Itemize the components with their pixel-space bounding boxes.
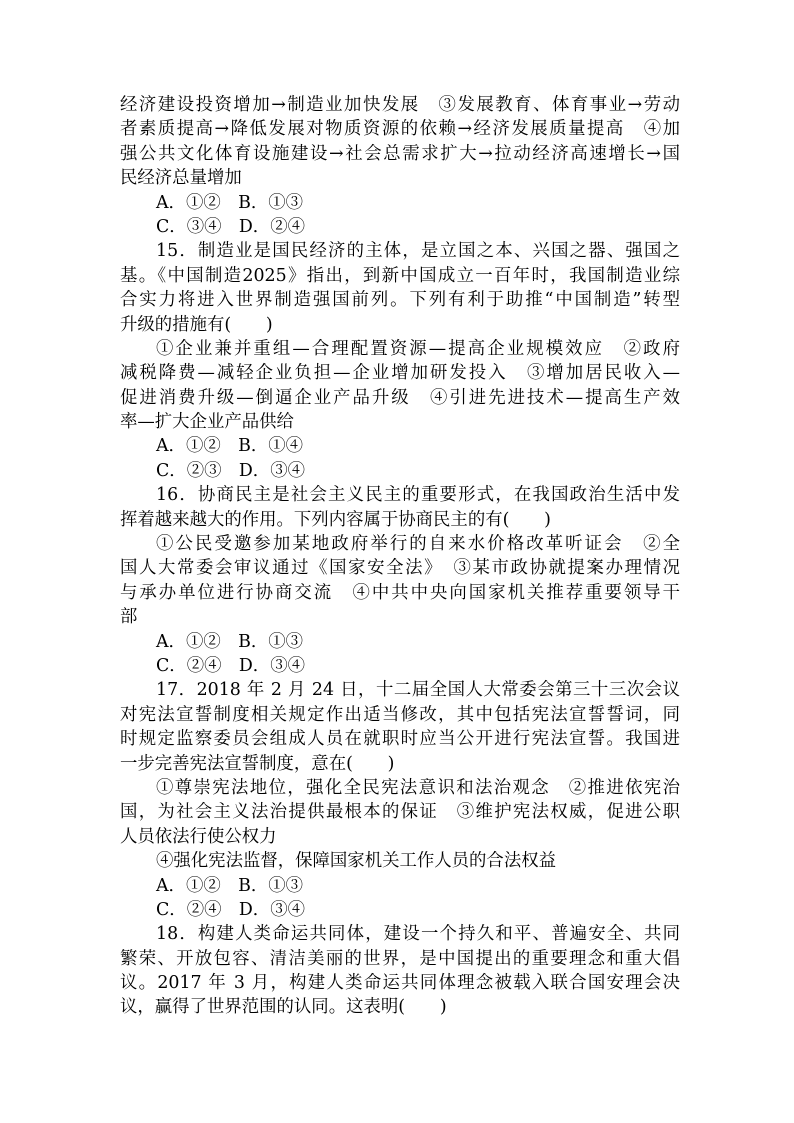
text-line: 率—扩大企业产品供给 xyxy=(120,412,294,433)
text-line: 18．构建人类命运共同体，建设一个持久和平、普遍安全、共同 xyxy=(156,924,680,945)
text-line: 合实力将进入世界制造强国前列。下列有利于助推“中国制造”转型 xyxy=(120,290,680,311)
text-line: C．③④ D．②④ xyxy=(156,216,305,237)
text-line: 基。《中国制造2025》指出，到新中国成立一百年时，我国制造业综 xyxy=(120,265,680,286)
text-line: C．②④ D．③④ xyxy=(156,655,305,676)
text-line: 15．制造业是国民经济的主体，是立国之本、兴国之器、强国之 xyxy=(156,241,680,262)
text-line: 议。2017 年 3 月，构建人类命运共同体理念被载入联合国安理会决 xyxy=(120,973,680,994)
text-line: A．①② B．①④ xyxy=(156,436,304,457)
text-line: A．①② B．①③ xyxy=(156,631,304,652)
text-line: A．①② B．①③ xyxy=(156,875,304,896)
text-line: ④强化宪法监督，保障国家机关工作人员的合法权益 xyxy=(156,851,556,872)
text-line: ①公民受邀参加某地政府举行的自来水价格改革听证会 ②全 xyxy=(156,534,680,555)
text-line: ①企业兼并重组—合理配置资源—提高企业规模效应 ②政府 xyxy=(156,338,680,359)
text-line: A．①② B．①③ xyxy=(156,192,304,213)
text-line: 与承办单位进行协商交流 ④中共中央向国家机关推荐重要领导干 xyxy=(120,582,680,603)
text-line: 经济建设投资增加→制造业加快发展 ③发展教育、体育事业→劳动 xyxy=(120,95,680,115)
text-line: 挥着越来越大的作用。下列内容属于协商民主的有( ) xyxy=(120,509,551,530)
text-line: 升级的措施有( ) xyxy=(120,314,273,335)
text-line: 对宪法宣誓制度相关规定作出适当修改，其中包括宪法宣誓誓词，同 xyxy=(120,704,680,725)
text-line: 民经济总量增加 xyxy=(120,168,242,189)
text-line: 时规定监察委员会组成人员在就职时应当公开进行宪法宣誓。我国进 xyxy=(120,729,680,750)
text-line: 议，赢得了世界范围的认同。这表明( ) xyxy=(120,997,447,1018)
text-line: C．②④ D．③④ xyxy=(156,899,305,920)
text-line: 16．协商民主是社会主义民主的重要形式，在我国政治生活中发 xyxy=(156,485,680,506)
text-line: 繁荣、开放包容、清洁美丽的世界，是中国提出的重要理念和重大倡 xyxy=(120,948,680,969)
document-page xyxy=(120,93,680,1020)
text-line: 一步完善宪法宣誓制度，意在( ) xyxy=(120,753,395,774)
text-line: 国，为社会主义法治提供最根本的保证 ③维护宪法权威，促进公职 xyxy=(120,802,680,823)
text-line: 者素质提高→降低发展对物质资源的依赖→经济发展质量提高 ④加 xyxy=(120,119,680,140)
text-line: ①尊崇宪法地位，强化全民宪法意识和法治观念 ②推进依宪治 xyxy=(156,777,680,798)
text-line: C．②③ D．③④ xyxy=(156,460,305,481)
text-line: 减税降费—减轻企业负担—企业增加研发投入 ③增加居民收入— xyxy=(120,363,680,384)
text-line: 17．2018 年 2 月 24 日，十二届全国人大常委会第三十三次会议 xyxy=(156,680,680,701)
text-line: 部 xyxy=(120,607,138,628)
text-line: 国人大常委会审议通过《国家安全法》 ③某市政协就提案办理情况 xyxy=(120,558,680,579)
text-line: 强公共文化体育设施建设→社会总需求扩大→拉动经济高速增长→国 xyxy=(120,143,680,164)
text-line: 促进消费升级—倒逼企业产品升级 ④引进先进技术—提高生产效 xyxy=(120,387,680,408)
text-line: 人员依法行使公权力 xyxy=(120,826,277,847)
